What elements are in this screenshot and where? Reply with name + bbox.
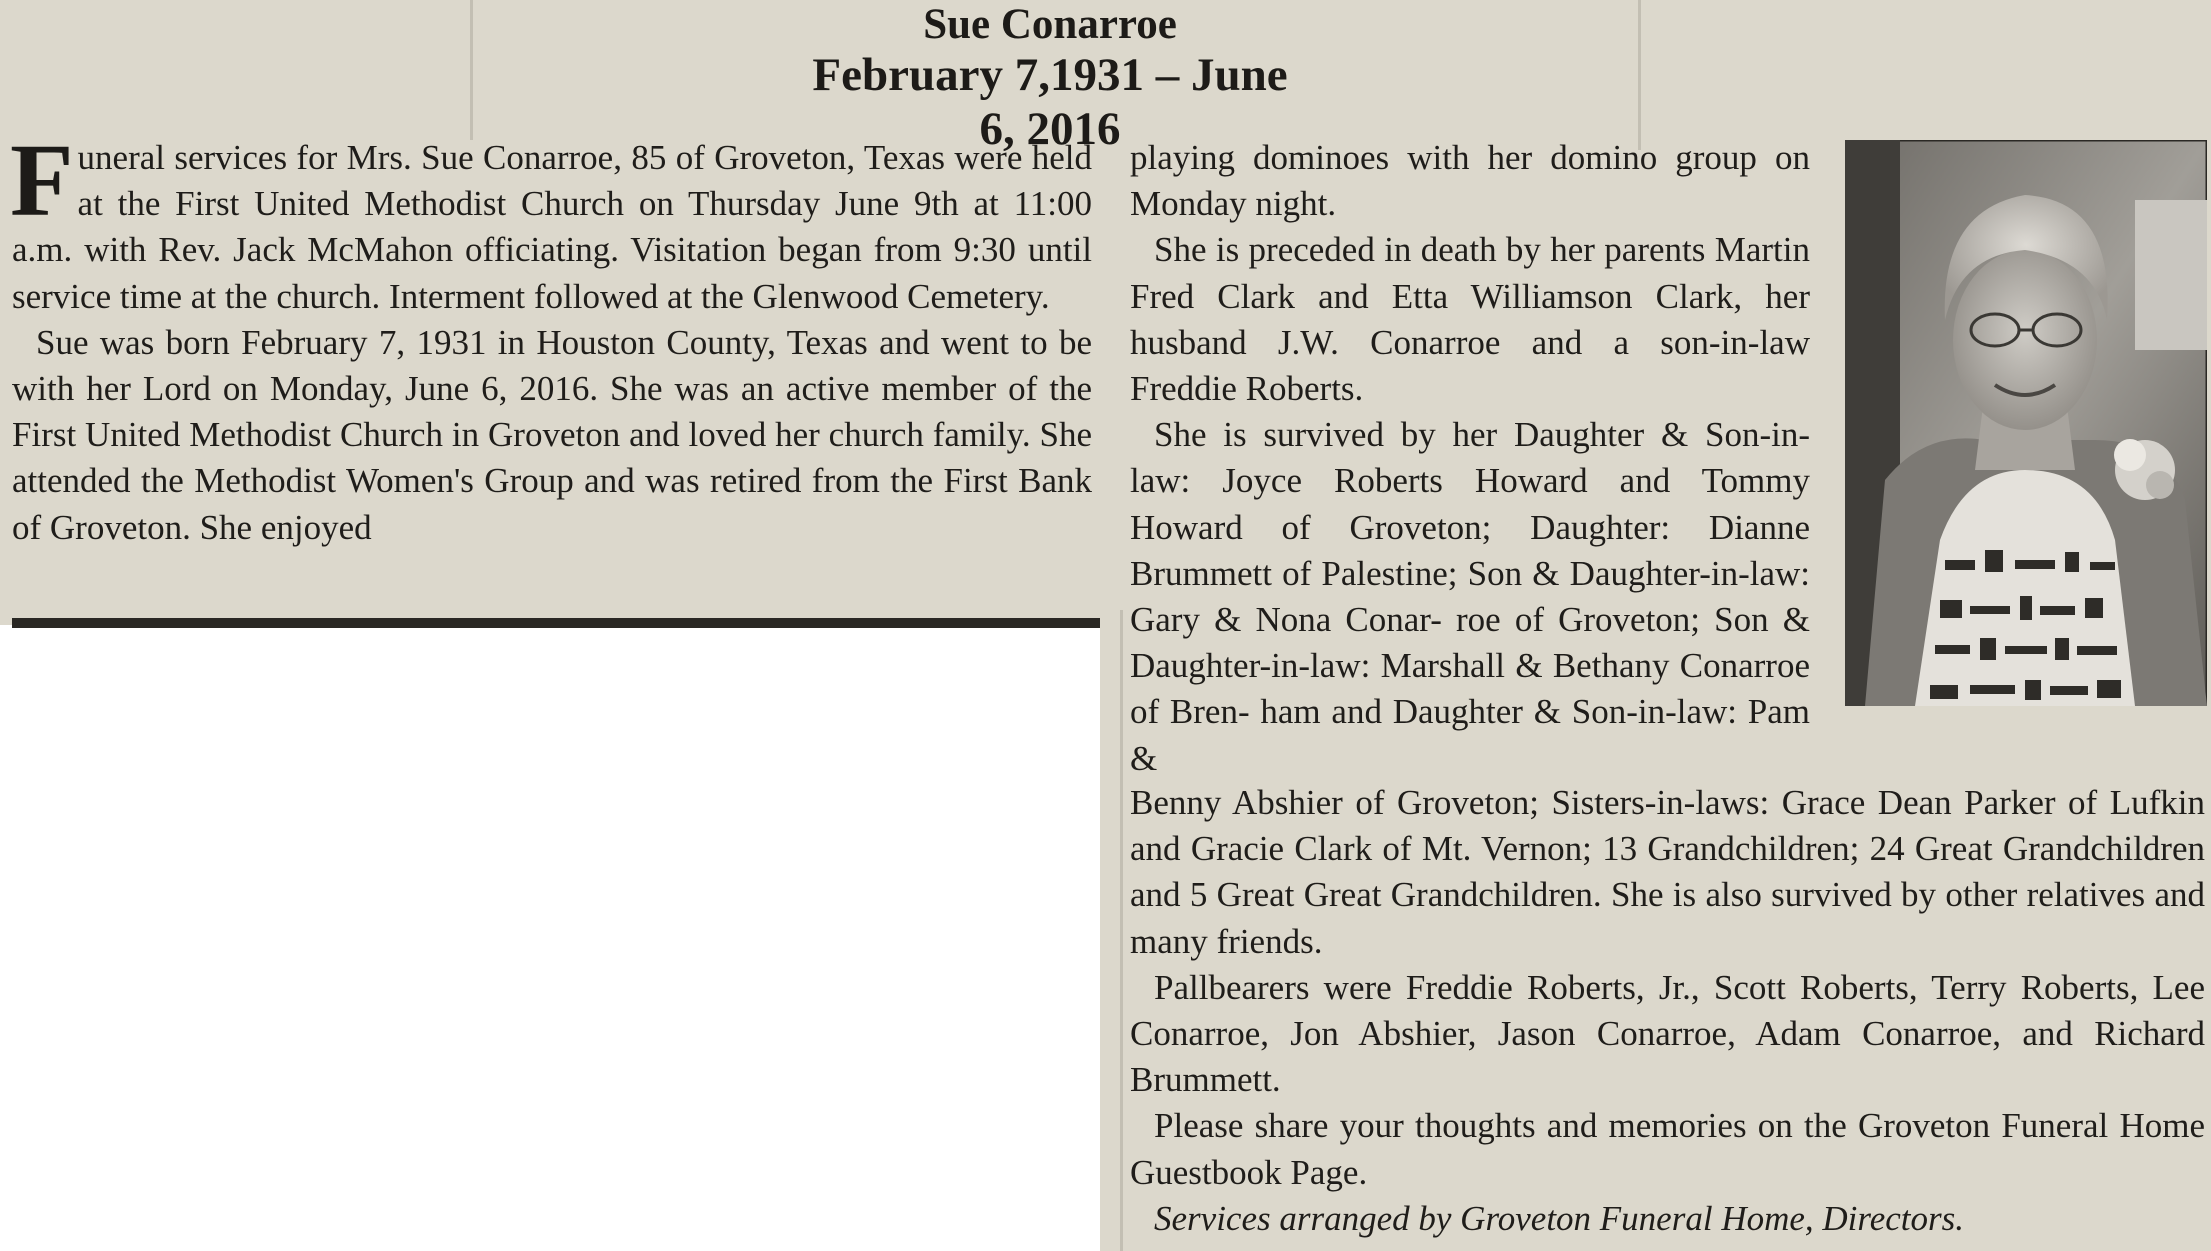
obituary-left-column xyxy=(10,123,1092,551)
obituary-wide-column xyxy=(1130,780,2205,1242)
paragraph-services-text: uneral services for Mrs. Sue Conarroe, 85 of Groveton, Texas were held at the First United Methodist Church on Thursday June 9th at 11:00 a.m. with Rev. Jack McMahon officiating. Visitation began from 9:30 until service time at the church. Interment followed at the Glenwood Cemetery. xyxy=(12,138,1092,316)
obituary-dates: February 7,1931 – June 6, 2016 xyxy=(812,49,1288,155)
bleed-column-rule xyxy=(470,0,473,140)
paragraph-survived-part1: She is survived by her Daughter & Son-in-law: Joyce Roberts Howard and Tommy Howard of Groveton; Daughter: Dianne Brummett of Palestine; Son & Daughter-in-law: Gary & Nona Conar- roe of Groveton; Son & Daughter-in-law: Marshall & Bethany Conarroe of Bren- ham and Daughter & Son-in-law: Pam & xyxy=(1130,415,1810,778)
bleed-column-rule xyxy=(1638,0,1641,150)
paragraph-biography-continued: playing dominoes with her domino group on Monday night. xyxy=(1130,138,1810,224)
paragraph-biography: Sue was born February 7, 1931 in Houston County, Texas and went to be with her Lord on Monday, June 6, 2016. She was an active member of the First United Methodist Church in Groveton and loved her church family. She attended the Methodist Women's Group and was retired from the First Bank of Groveton. She enjoyed xyxy=(12,322,1092,547)
funeral-home-credit: Services arranged by Groveton Funeral Home, Directors. xyxy=(1154,1198,1965,1238)
paragraph-preceded: She is preceded in death by her parents Martin Fred Clark and Etta Williamson Clark, her husband J.W. Conarroe and a son-in-law Freddie Roberts. xyxy=(1130,230,1810,409)
paragraph-services xyxy=(10,123,1092,320)
bleed-column-rule xyxy=(1120,610,1123,1251)
paragraph-guestbook: Please share your thoughts and memories on the Groveton Funeral Home Guestbook Page. xyxy=(1130,1106,2205,1192)
section-divider-rule xyxy=(12,618,1100,628)
obituary-right-column xyxy=(1130,135,1810,782)
paragraph-survived-part2: Benny Abshier of Groveton; Sisters-in-laws: Grace Dean Parker of Lufkin and Gracie Clark of Mt. Vernon; 13 Grandchildren; 24 Great Grandchildren and 5 Great Great Grandchildren. She is also survived by other relatives and many friends. xyxy=(1130,783,2205,961)
obituary-name: Sue Conarroe xyxy=(923,1,1177,48)
drop-cap: F xyxy=(10,123,74,238)
paragraph-pallbearers: Pallbearers were Freddie Roberts, Jr., Scott Roberts, Terry Roberts, Lee Conarroe, Jon Abshier, Jason Conarroe, Adam Conarroe, and Richard Brummett. xyxy=(1130,967,2205,1100)
portrait-photo xyxy=(1845,140,2207,706)
